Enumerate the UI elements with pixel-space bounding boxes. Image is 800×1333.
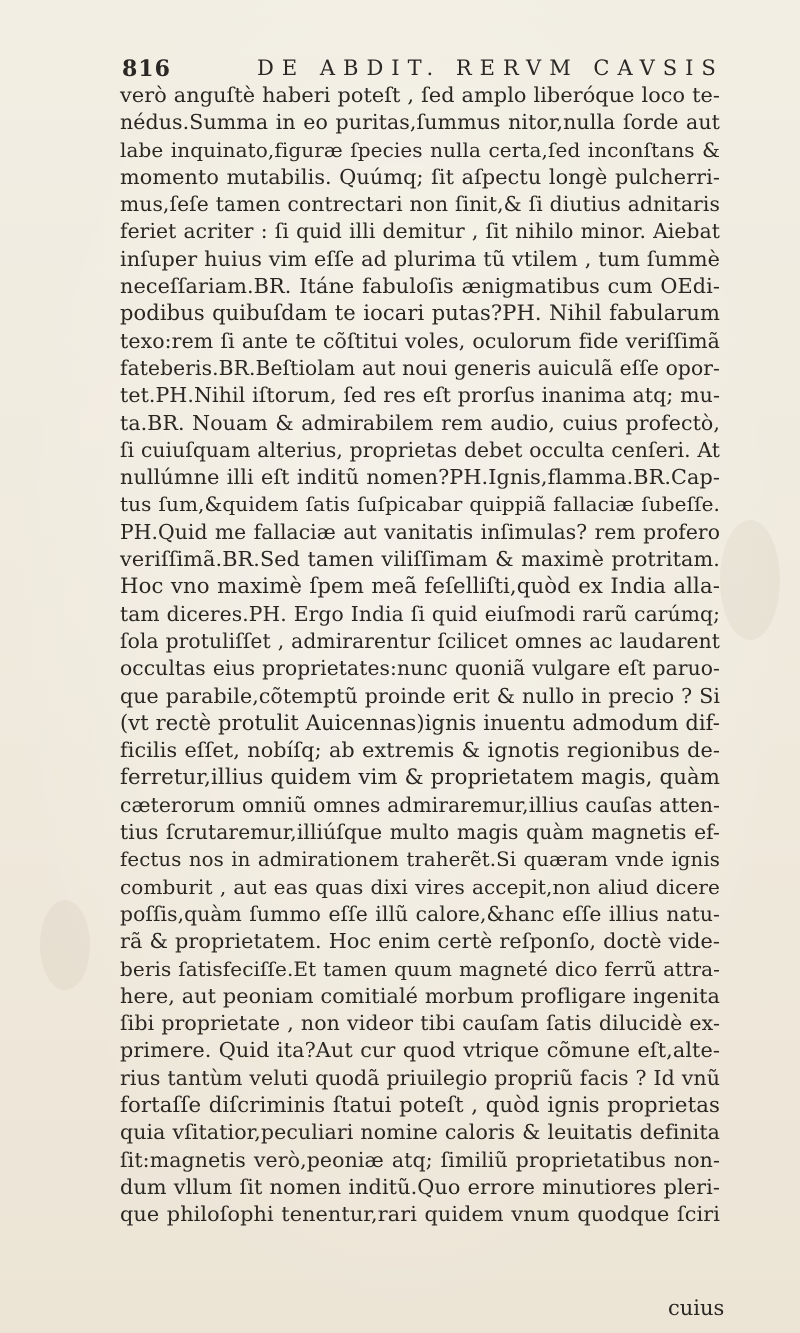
text-line: tus ſum,&quidem ſatis ſuſpicabar quippiã fallaciæ ſubeſſe. (120, 492, 720, 517)
text-line: ſi cuiuſquam alterius, proprietas debet occulta cenſeri. At (120, 437, 720, 462)
text-line: ferretur,illius quidem vim & proprietatem magis, quàm (120, 765, 720, 791)
text-line: dum vllum ſit nomen inditũ.Quo errore minutiores pleri- (120, 1174, 720, 1199)
text-line: poſſis,quàm ſummo eſſe illũ calore,&hanc eſſe illius natu- (120, 901, 720, 926)
text-line: Hoc vno maximè ſpem meã feſelliſti,quòd ex India alla- (120, 574, 720, 600)
text-line: nédus.Summa in eo puritas,ſummus nitor,nulla ſorde aut (120, 110, 720, 135)
text-line: primere. Quid ita?Aut cur quod vtrique cõmune eſt,alte- (120, 1038, 720, 1063)
text-line: fateberis.BR.Beſtiolam aut noui generis auiculã eſſe opor- (120, 355, 720, 380)
text-line: nullúmne illi eſt inditũ nomen?PH.Ignis,flamma.BR.Cap- (120, 465, 720, 490)
text-line: ſit:magnetis verò,peoniæ atq; ſimiliũ proprietatibus non- (120, 1147, 720, 1172)
text-line: tam diceres.PH. Ergo India ſi quid eiuſmodi rarũ carúmq; (120, 601, 720, 626)
text-line: PH.Quid me fallaciæ aut vanitatis inſimulas? rem profero (120, 519, 720, 544)
text-line: fectus nos in admirationem traherẽt.Si quæram vnde ignis (120, 848, 720, 872)
text-line: neceſſariam.BR. Itáne fabuloſis ænigmatibus cum OEdi- (120, 274, 720, 299)
text-line: beris ſatisfeciſſe.Et tamen quum magneté dico ferrũ attra- (120, 956, 720, 981)
body-text (120, 82, 720, 1228)
text-line: tius ſcrutaremur,illiúſque multo magis quàm magnetis ef- (120, 820, 720, 845)
text-line: feriet acriter : ſi quid illi demitur , ſit nihilo minor. Aiebat (120, 219, 720, 244)
text-line: (vt rectè protulit Auicennas)ignis inuentu admodum dif- (120, 710, 720, 735)
text-line: momento mutabilis. Quúmq; ſit aſpectu longè pulcherri- (120, 164, 720, 189)
text-line: labe inquinato,figuræ ſpecies nulla certa,ſed inconſtans & (120, 137, 720, 162)
text-line: fortaſſe diſcriminis ſtatui poteſt , quòd ignis proprietas (120, 1092, 720, 1118)
text-line: que parabile,cõtemptũ proinde erit & nullo in precio ? Si (120, 683, 720, 708)
text-line: rã & proprietatem. Hoc enim certè reſponſo, doctè vide- (120, 929, 720, 954)
text-line: ſola protuliſſet , admirarentur ſcilicet omnes ac laudarent (120, 628, 720, 653)
text-line: que philoſophi tenentur,rari quidem vnum quodque ſciri (120, 1202, 720, 1227)
text-line: here, aut peoniam comitialé morbum profligare ingenita (120, 983, 720, 1008)
text-line: mus,ſeſe tamen contrectari non ſinit,& ſi diutius adnitaris (120, 192, 720, 217)
text-line: rius tantùm veluti quodã priuilegio propriũ facis ? Id vnũ (120, 1065, 720, 1090)
text-line: verò anguſtè haberi poteſt , ſed amplo liberóque loco te- (120, 83, 720, 107)
text-line: ficilis eſſet, nobíſq; ab extremis & ignotis regionibus de- (120, 738, 720, 763)
text-line: cæterorum omniũ omnes admiraremur,illius cauſas atten- (120, 792, 720, 817)
text-line: ta.BR. Nouam & admirabilem rem audio, cuius profectò, (120, 410, 720, 435)
text-line: inſuper huius vim eſſe ad plurima tũ vtilem , tum ſummè (120, 246, 720, 271)
text-line: tet.PH.Nihil iſtorum, ſed res eſt prorſus inanima atq; mu- (120, 383, 720, 408)
text-line: comburit , aut eas quas dixi vires accepit,non aliud dicere (120, 874, 720, 899)
text-line: texo:rem ſi ante te cõſtitui voles, oculorum fide veriſſimã (120, 328, 720, 353)
page-number: 816 (122, 56, 171, 82)
text-line: ſibi proprietate , non videor tibi cauſam ſatis dilucidè ex- (120, 1011, 720, 1036)
paper-stain (720, 520, 780, 640)
text-line: veriſſimã.BR.Sed tamen viliſſimam & maximè protritam. (120, 547, 720, 572)
paper-stain (40, 900, 90, 990)
text-line: quia vſitatior,peculiari nomine caloris & leuitatis definita (120, 1120, 720, 1145)
running-title: DE ABDIT. RERVM CAVSIS (257, 56, 724, 80)
catchword: cuius (668, 1296, 725, 1320)
text-line: podibus quibuſdam te iocari putas?PH. Nihil fabularum (120, 301, 720, 326)
text-line: occultas eius proprietates:nunc quoniã vulgare eſt paruo- (120, 656, 720, 681)
